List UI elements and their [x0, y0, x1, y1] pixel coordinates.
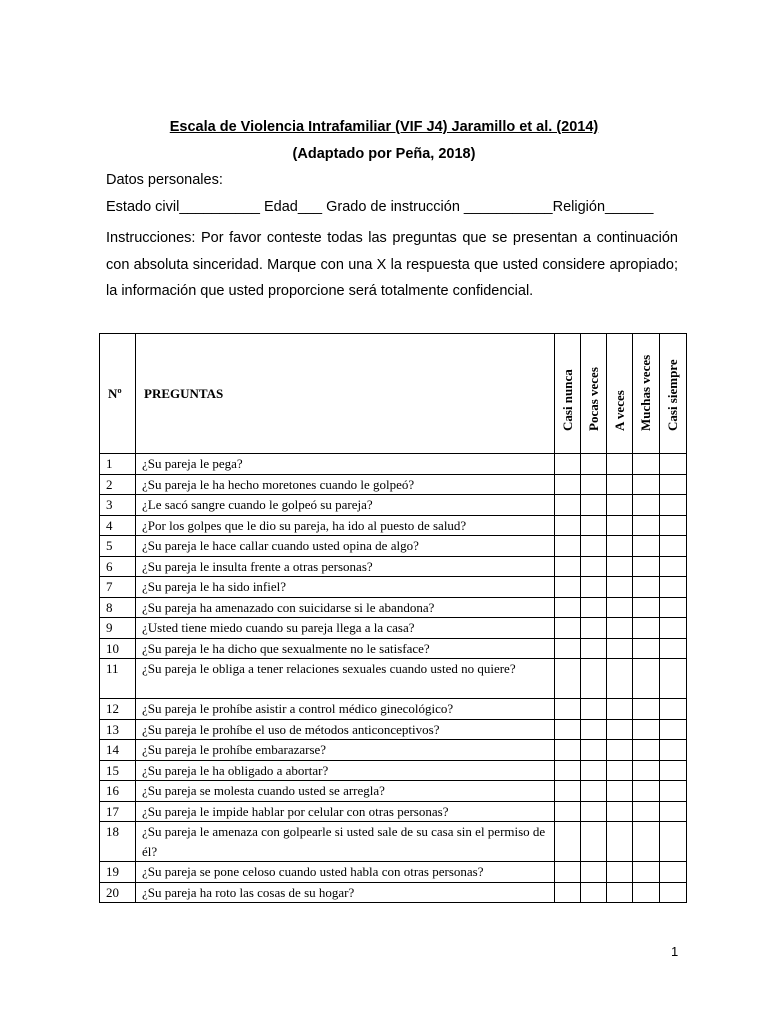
question-text: ¿Usted tiene miedo cuando su pareja llega a la casa?: [136, 618, 555, 639]
question-text: ¿Su pareja se molesta cuando usted se arregla?: [136, 781, 555, 802]
question-text: ¿Su pareja le ha sido infiel?: [136, 577, 555, 598]
question-number: 8: [100, 597, 136, 618]
answer-cell[interactable]: [607, 556, 633, 577]
table-row: [100, 659, 687, 699]
answer-cell[interactable]: [660, 638, 687, 659]
answer-cell[interactable]: [607, 822, 633, 862]
answer-cell[interactable]: [581, 515, 607, 536]
answer-cell[interactable]: [660, 719, 687, 740]
answer-cell[interactable]: [633, 536, 660, 557]
answer-cell[interactable]: [555, 474, 581, 495]
question-number: 1: [100, 454, 136, 475]
question-text: ¿Su pareja ha amenazado con suicidarse si le abandona?: [136, 597, 555, 618]
answer-cell[interactable]: [660, 801, 687, 822]
answer-cell[interactable]: [660, 822, 687, 862]
answer-cell[interactable]: [633, 454, 660, 475]
answer-cell[interactable]: [660, 760, 687, 781]
answer-cell[interactable]: [660, 862, 687, 883]
answer-cell[interactable]: [555, 556, 581, 577]
answer-cell[interactable]: [607, 740, 633, 761]
question-text: ¿Su pareja le prohíbe asistir a control médico ginecológico?: [136, 699, 555, 720]
answer-cell[interactable]: [581, 454, 607, 475]
answer-cell[interactable]: [555, 801, 581, 822]
answer-cell[interactable]: [581, 597, 607, 618]
question-text: ¿Su pareja se pone celoso cuando usted habla con otras personas?: [136, 862, 555, 883]
header-option-pocas-veces: Pocas veces: [581, 334, 607, 454]
question-number: 13: [100, 719, 136, 740]
header-option-casi-siempre: Casi siempre: [660, 334, 687, 454]
answer-cell[interactable]: [581, 719, 607, 740]
answer-cell[interactable]: [555, 781, 581, 802]
question-number: 12: [100, 699, 136, 720]
answer-cell[interactable]: [660, 597, 687, 618]
table-row: [100, 699, 687, 720]
answer-cell[interactable]: [607, 474, 633, 495]
answer-cell[interactable]: [555, 760, 581, 781]
answer-cell[interactable]: [581, 659, 607, 699]
question-number: 3: [100, 495, 136, 516]
header-questions: PREGUNTAS: [136, 334, 555, 454]
answer-cell[interactable]: [633, 862, 660, 883]
table-row: [100, 618, 687, 639]
answer-cell[interactable]: [660, 740, 687, 761]
answer-cell[interactable]: [660, 556, 687, 577]
answer-cell[interactable]: [633, 556, 660, 577]
question-text: ¿Su pareja le impide hablar por celular con otras personas?: [136, 801, 555, 822]
answer-cell[interactable]: [607, 760, 633, 781]
table-header-row: [100, 334, 687, 454]
table-row: [100, 862, 687, 883]
table-row: [100, 781, 687, 802]
answer-cell[interactable]: [581, 822, 607, 862]
answer-cell[interactable]: [581, 618, 607, 639]
answer-cell[interactable]: [555, 719, 581, 740]
personal-data-label: Datos personales:: [106, 172, 223, 188]
table-row: [100, 740, 687, 761]
answer-cell[interactable]: [555, 515, 581, 536]
personal-data-fields: Estado civil__________ Edad___ Grado de instrucción ___________Religión______: [106, 199, 654, 215]
answer-cell[interactable]: [633, 659, 660, 699]
answer-cell[interactable]: [633, 638, 660, 659]
answer-cell[interactable]: [633, 495, 660, 516]
question-text: ¿Su pareja le pega?: [136, 454, 555, 475]
answer-cell[interactable]: [633, 822, 660, 862]
answer-cell[interactable]: [555, 699, 581, 720]
answer-cell[interactable]: [581, 474, 607, 495]
answer-cell[interactable]: [581, 495, 607, 516]
answer-cell[interactable]: [581, 556, 607, 577]
table-row: [100, 577, 687, 598]
table-row: [100, 801, 687, 822]
document-subtitle: (Adaptado por Peña, 2018): [292, 146, 476, 162]
answer-cell[interactable]: [660, 659, 687, 699]
answer-cell[interactable]: [607, 618, 633, 639]
question-number: 14: [100, 740, 136, 761]
question-number: 10: [100, 638, 136, 659]
answer-cell[interactable]: [607, 454, 633, 475]
question-text: ¿Su pareja le prohíbe embarazarse?: [136, 740, 555, 761]
answer-cell[interactable]: [555, 597, 581, 618]
answer-cell[interactable]: [633, 882, 660, 903]
answer-cell[interactable]: [607, 882, 633, 903]
answer-cell[interactable]: [581, 638, 607, 659]
answer-cell[interactable]: [660, 515, 687, 536]
answer-cell[interactable]: [581, 577, 607, 598]
answer-cell[interactable]: [633, 515, 660, 536]
table-row: [100, 597, 687, 618]
header-option-casi-nunca: Casi nunca: [555, 334, 581, 454]
answer-cell[interactable]: [555, 659, 581, 699]
answer-cell[interactable]: [660, 495, 687, 516]
table-row: [100, 719, 687, 740]
question-text: ¿Por los golpes que le dio su pareja, ha ido al puesto de salud?: [136, 515, 555, 536]
answer-cell[interactable]: [607, 515, 633, 536]
answer-cell[interactable]: [555, 618, 581, 639]
header-number: Nº: [100, 334, 136, 454]
question-text: ¿Su pareja le prohíbe el uso de métodos anticonceptivos?: [136, 719, 555, 740]
answer-cell[interactable]: [660, 882, 687, 903]
answer-cell[interactable]: [660, 618, 687, 639]
question-text: ¿Su pareja ha roto las cosas de su hogar?: [136, 882, 555, 903]
table-row: [100, 495, 687, 516]
table-row: [100, 536, 687, 557]
question-number: 11: [100, 659, 136, 699]
table-row: [100, 638, 687, 659]
answer-cell[interactable]: [633, 719, 660, 740]
answer-cell[interactable]: [581, 862, 607, 883]
question-number: 17: [100, 801, 136, 822]
header-option-a-veces: A veces: [607, 334, 633, 454]
table-row: [100, 822, 687, 862]
answer-cell[interactable]: [581, 699, 607, 720]
question-text: ¿Su pareja le hace callar cuando usted opina de algo?: [136, 536, 555, 557]
table-row: [100, 882, 687, 903]
answer-cell[interactable]: [660, 577, 687, 598]
answer-cell[interactable]: [607, 638, 633, 659]
answer-cell[interactable]: [581, 536, 607, 557]
answer-cell[interactable]: [607, 862, 633, 883]
answer-cell[interactable]: [555, 495, 581, 516]
question-number: 7: [100, 577, 136, 598]
answer-cell[interactable]: [607, 699, 633, 720]
answer-cell[interactable]: [581, 882, 607, 903]
question-number: 16: [100, 781, 136, 802]
answer-cell[interactable]: [633, 597, 660, 618]
table-row: [100, 556, 687, 577]
instructions-paragraph: Instrucciones: Por favor conteste todas las preguntas que se presentan a continuación con absoluta sinceridad. Marque con una X la respuesta que usted considere apropiado; la información que usted proporcione será totalmente confidencial.: [106, 230, 678, 299]
document-title: Escala de Violencia Intrafamiliar (VIF J4) Jaramillo et al. (2014): [169, 119, 599, 135]
answer-cell[interactable]: [660, 474, 687, 495]
answer-cell[interactable]: [660, 454, 687, 475]
answer-cell[interactable]: [660, 781, 687, 802]
answer-cell[interactable]: [555, 638, 581, 659]
answer-cell[interactable]: [607, 536, 633, 557]
answer-cell[interactable]: [581, 801, 607, 822]
question-text: ¿Su pareja le ha dicho que sexualmente no le satisface?: [136, 638, 555, 659]
table-row: [100, 760, 687, 781]
answer-cell[interactable]: [607, 659, 633, 699]
answer-cell[interactable]: [581, 760, 607, 781]
answer-cell[interactable]: [633, 618, 660, 639]
question-number: 4: [100, 515, 136, 536]
table-row: [100, 454, 687, 475]
answer-cell[interactable]: [555, 822, 581, 862]
question-number: 2: [100, 474, 136, 495]
question-text: ¿Su pareja le amenaza con golpearle si usted sale de su casa sin el permiso de él?: [136, 822, 555, 862]
question-number: 5: [100, 536, 136, 557]
answer-cell[interactable]: [607, 577, 633, 598]
answer-cell[interactable]: [633, 781, 660, 802]
answer-cell[interactable]: [633, 474, 660, 495]
question-number: 20: [100, 882, 136, 903]
question-text: ¿Su pareja le insulta frente a otras personas?: [136, 556, 555, 577]
question-number: 15: [100, 760, 136, 781]
question-text: ¿Su pareja le ha obligado a abortar?: [136, 760, 555, 781]
answer-cell[interactable]: [607, 719, 633, 740]
page-number: 1: [671, 944, 679, 959]
answer-cell[interactable]: [660, 699, 687, 720]
answer-cell[interactable]: [581, 740, 607, 761]
question-text: ¿Su pareja le ha hecho moretones cuando le golpeó?: [136, 474, 555, 495]
questionnaire-table: [99, 333, 687, 903]
answer-cell[interactable]: [607, 781, 633, 802]
question-number: 18: [100, 822, 136, 862]
answer-cell[interactable]: [581, 781, 607, 802]
question-text: ¿Le sacó sangre cuando le golpeó su pareja?: [136, 495, 555, 516]
table-row: [100, 474, 687, 495]
answer-cell[interactable]: [555, 740, 581, 761]
answer-cell[interactable]: [633, 699, 660, 720]
header-option-muchas-veces: Muchas veces: [633, 334, 660, 454]
table-row: [100, 515, 687, 536]
answer-cell[interactable]: [607, 597, 633, 618]
question-number: 9: [100, 618, 136, 639]
answer-cell[interactable]: [607, 495, 633, 516]
answer-cell[interactable]: [660, 536, 687, 557]
answer-cell[interactable]: [633, 760, 660, 781]
question-number: 19: [100, 862, 136, 883]
answer-cell[interactable]: [633, 577, 660, 598]
answer-cell[interactable]: [555, 882, 581, 903]
answer-cell[interactable]: [555, 862, 581, 883]
answer-cell[interactable]: [607, 801, 633, 822]
answer-cell[interactable]: [555, 577, 581, 598]
answer-cell[interactable]: [633, 740, 660, 761]
answer-cell[interactable]: [555, 454, 581, 475]
answer-cell[interactable]: [555, 536, 581, 557]
question-number: 6: [100, 556, 136, 577]
question-text: ¿Su pareja le obliga a tener relaciones sexuales cuando usted no quiere?: [136, 659, 555, 699]
answer-cell[interactable]: [633, 801, 660, 822]
